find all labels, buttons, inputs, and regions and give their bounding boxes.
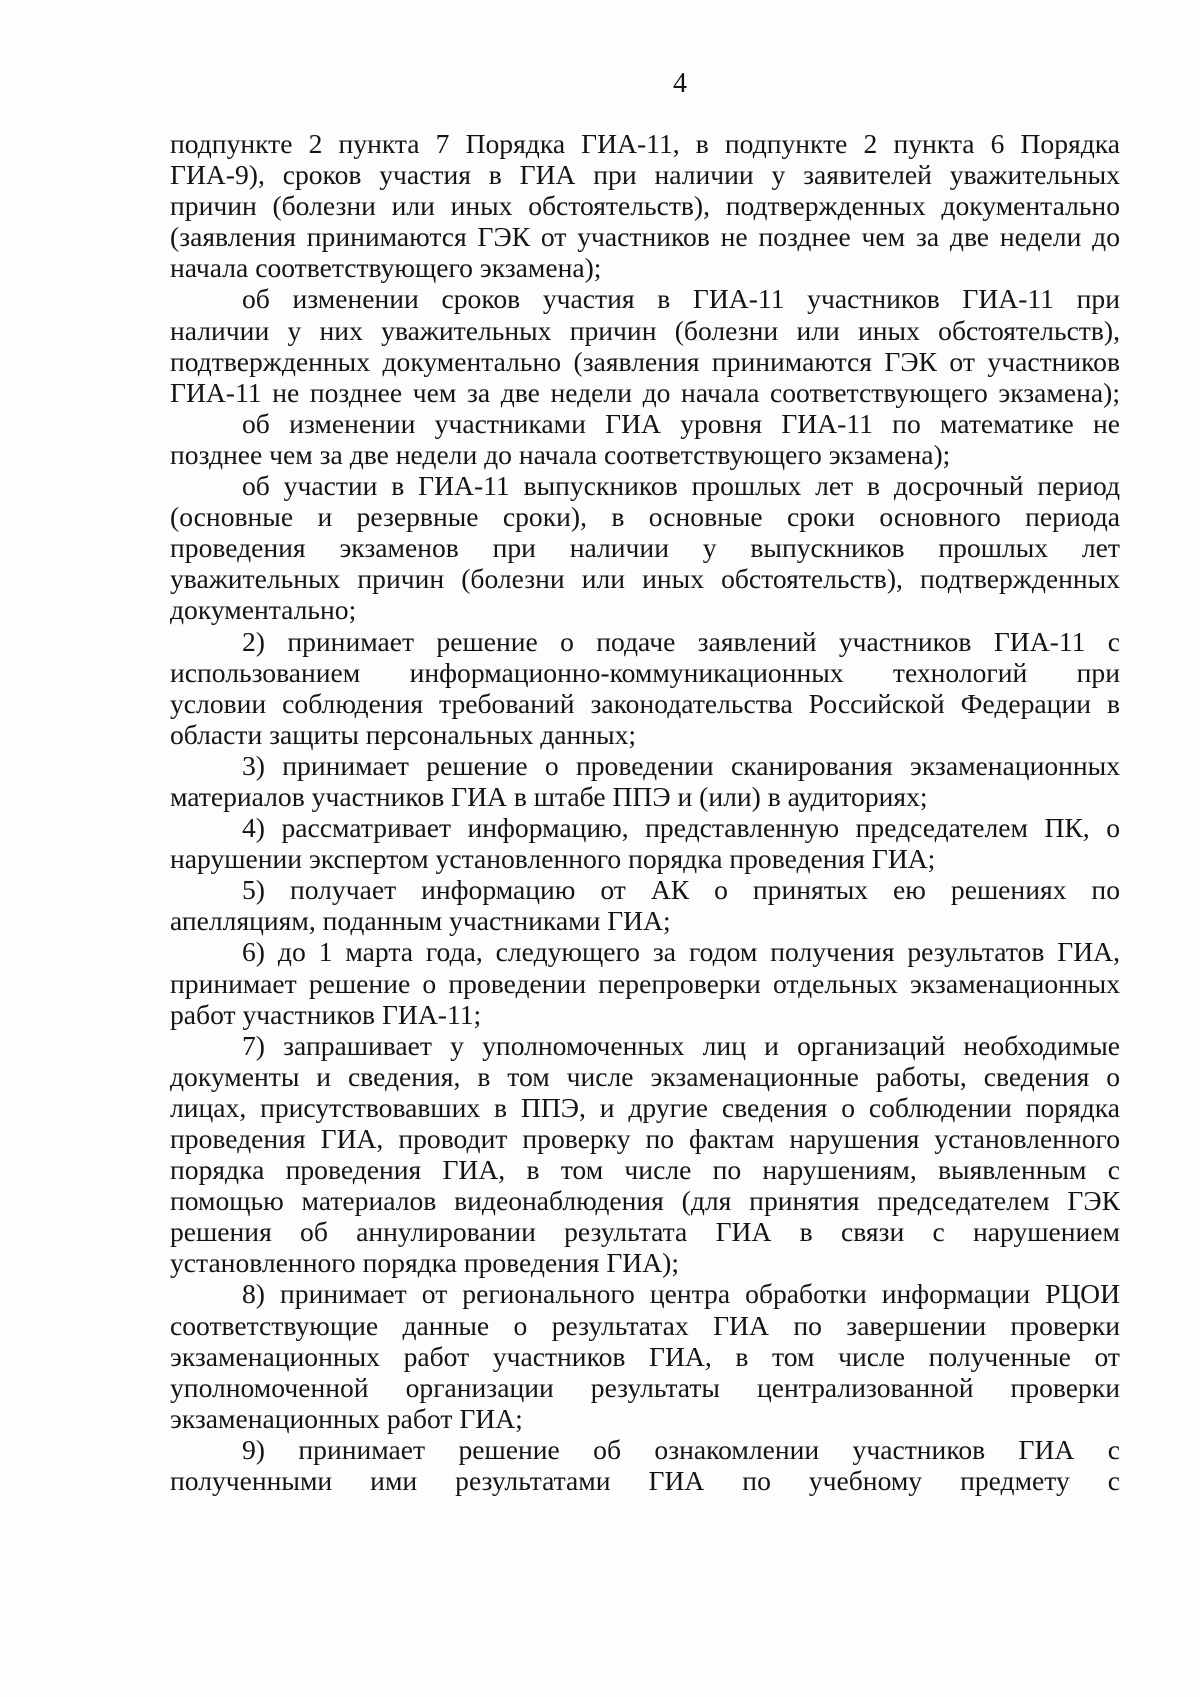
text-line: проведения ГИА, проводит проверку по фактам нарушения установленного [170,1123,1120,1154]
text-line: (заявления принимаются ГЭК от участников не позднее чем за две недели до [170,221,1120,253]
text-line: (основные и резервные сроки), в основные сроки основного периода [170,501,1120,533]
text-line: ГИА-9), сроков участия в ГИА при наличии у заявителей уважительных [170,159,1120,191]
text-line: области защиты персональных данных; [170,718,637,750]
text-line: 6) до 1 марта года, следующего за годом получения результатов ГИА, [242,936,1120,968]
text-line: нарушении экспертом установленного порядка проведения ГИА; [170,843,936,875]
text-line: апелляциям, поданным участниками ГИА; [170,905,671,937]
text-line: 7) запрашивает у уполномоченных лиц и организаций необходимые [242,1029,1120,1061]
text-line: принимает решение о проведении перепроверки отдельных экзаменационных [170,967,1120,999]
text-line: об участии в ГИА-11 выпускников прошлых лет в досрочный период [242,470,1120,502]
text-line: полученными ими результатами ГИА по учебному предмету с [170,1465,1120,1497]
text-line: документы и сведения, в том числе экзаменационные работы, сведения о [170,1060,1120,1092]
text-line: материалов участников ГИА в штабе ППЭ и (или) в аудиториях; [170,780,928,812]
text-line: наличии у них уважительных причин (болезни или иных обстоятельств), [170,314,1120,346]
text-line: экзаменационных работ участников ГИА, в том числе полученные от [170,1340,1120,1372]
text-line: об изменении сроков участия в ГИА-11 участников ГИА-11 при [242,283,1120,315]
text-line: экзаменационных работ ГИА; [170,1402,523,1434]
text-line: условии соблюдения требований законодательства Российской Федерации в [170,687,1120,719]
text-line: использованием информационно-коммуникационных технологий при [170,656,1120,688]
document-body [170,128,1120,1496]
text-line: работ участников ГИА-11; [170,998,482,1030]
text-line: уполномоченной организации результаты централизованной проверки [170,1371,1120,1403]
text-line: об изменении участниками ГИА уровня ГИА-11 по математике не [242,407,1120,439]
text-line: документально; [170,594,357,626]
text-line: 5) получает информацию от АК о принятых ею решениях по [242,874,1120,906]
text-line: подтвержденных документально (заявления принимаются ГЭК от участников [170,345,1120,377]
text-line: причин (болезни или иных обстоятельств), подтвержденных документально [170,190,1120,222]
text-line: соответствующие данные о результатах ГИА по завершении проверки [170,1309,1120,1341]
text-line: 8) принимает от регионального центра обработки информации РЦОИ [242,1278,1120,1310]
text-line: ГИА-11 не позднее чем за две недели до начала соответствующего экзамена); [170,376,1120,408]
text-line: 2) принимает решение о подаче заявлений участников ГИА-11 с [242,625,1120,657]
text-line: лицах, присутствовавших в ППЭ, и другие сведения о соблюдении порядка [170,1091,1120,1123]
text-line: 9) принимает решение об ознакомлении участников ГИА с [242,1433,1120,1465]
text-line: 4) рассматривает информацию, представленную председателем ПК, о [242,812,1120,844]
text-line: решения об аннулировании результата ГИА в связи с нарушением [170,1216,1120,1248]
text-line: помощью материалов видеонаблюдения (для принятия председателем ГЭК [170,1185,1120,1217]
text-line: проведения экзаменов при наличии у выпускников прошлых лет [170,532,1120,564]
page-number: 4 [673,68,687,99]
text-line: подпункте 2 пункта 7 Порядка ГИА-11, в подпункте 2 пункта 6 Порядка [170,128,1120,159]
text-line: позднее чем за две недели до начала соответствующего экзамена); [170,438,951,470]
text-line: уважительных причин (болезни или иных обстоятельств), подтвержденных [170,563,1120,595]
text-line: порядка проведения ГИА, в том числе по нарушениям, выявленным с [170,1154,1120,1186]
text-line: начала соответствующего экзамена); [170,252,602,284]
text-line: установленного порядка проведения ГИА); [170,1247,680,1279]
text-line: 3) принимает решение о проведении сканирования экзаменационных [242,749,1120,781]
